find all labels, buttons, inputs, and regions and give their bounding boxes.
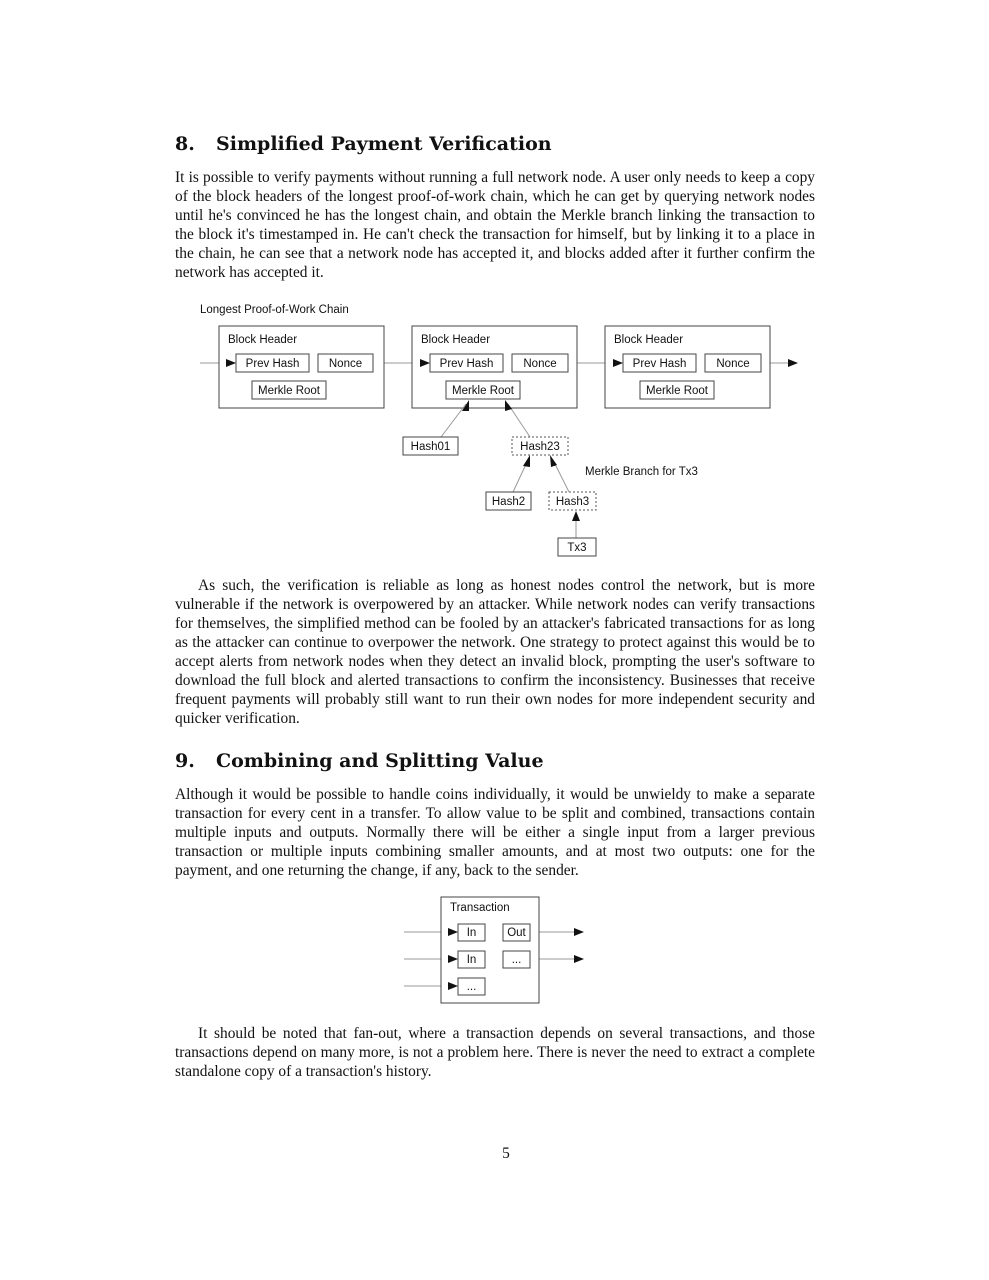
arrow-head	[550, 455, 557, 467]
hash01-label: Hash01	[410, 441, 451, 453]
prev-hash-label: Prev Hash	[245, 358, 300, 370]
section-number: 8.	[175, 133, 195, 155]
tx3-label: Tx3	[567, 542, 587, 554]
input-label: In	[466, 954, 477, 966]
section-title: Simplified Payment Verification	[216, 133, 552, 155]
prev-hash-label: Prev Hash	[632, 358, 687, 370]
merkle-root-label: Merkle Root	[452, 385, 514, 397]
input-label: ...	[466, 981, 477, 993]
hash2-label: Hash2	[491, 496, 526, 508]
merkle-root-label: Merkle Root	[646, 385, 708, 397]
section-9-heading	[175, 750, 544, 772]
nonce-label: Nonce	[523, 358, 557, 370]
section-title: Combining and Splitting Value	[216, 750, 544, 772]
chain-label: Longest Proof-of-Work Chain	[200, 304, 349, 316]
output-label: ...	[511, 954, 522, 966]
section-8-paragraph-2: As such, the verification is reliable as long as honest nodes control the network, but is more vulnerable if the network is overpowered by an attacker. While network nodes can verify transactions for themselves, the simplified method can be fooled by an attacker's fabricated transactions for as long as the attacker can continue to overpower the network. One strategy to protect against this would be to accept alerts from network nodes when they detect an invalid block, prompting the user's software to download the full block and alerted transactions to confirm the inconsistency. Businesses that receive frequent payments will probably still want to run their own nodes for more independent security and quicker verification.	[175, 577, 815, 727]
block-header-label: Block Header	[614, 334, 684, 346]
section-9-paragraph-2: It should be noted that fan-out, where a transaction depends on several transactions, and those transactions depend on many more, is not a problem here. There is never the need to extract a complete standalone copy of a transaction's history.	[175, 1025, 815, 1080]
transaction-label: Transaction	[450, 902, 510, 914]
hash3-label: Hash3	[555, 496, 590, 508]
arrow-head	[788, 359, 798, 367]
prev-hash-label: Prev Hash	[439, 358, 494, 370]
tree-edge	[441, 404, 466, 437]
arrow-head	[574, 955, 584, 963]
merkle-root-label: Merkle Root	[258, 385, 320, 397]
output-label: Out	[507, 927, 526, 939]
block-3	[605, 326, 798, 408]
block-header-label: Block Header	[421, 334, 491, 346]
arrow-head	[574, 928, 584, 936]
figure-transaction	[404, 897, 584, 1003]
input-label: In	[466, 927, 477, 939]
block-header-label: Block Header	[228, 334, 298, 346]
block-1	[219, 326, 384, 408]
section-9-paragraph-1: Although it would be possible to handle coins individually, it would be unwieldy to make a separate transaction for every cent in a transfer. To allow value to be split and combined, transactions contain multiple inputs and outputs. Normally there will be either a single input from a larger previous transaction or multiple inputs combining smaller amounts, and at most two outputs: one for the payment, and one returning the change, if any, back to the sender.	[175, 786, 815, 879]
merkle-branch-label: Merkle Branch for Tx3	[585, 466, 698, 478]
section-8-paragraph-1: It is possible to verify payments without running a full network node. A user only needs to keep a copy of the block headers of the longest proof-of-work chain, which he can get by querying network nodes until he's convinced he has the longest chain, and obtain the Merkle branch linking the transaction to the block it's timestamped in. He can't check the transaction for himself, but by linking it to a place in the chain, he can see that a network node has accepted it, and blocks added after it further confirm the network has accepted it.	[175, 169, 815, 281]
nonce-label: Nonce	[716, 358, 750, 370]
nonce-label: Nonce	[328, 358, 363, 370]
hash23-label: Hash23	[520, 441, 560, 453]
section-number: 9.	[175, 750, 195, 772]
page-number: 5	[502, 1145, 510, 1162]
arrow-head	[572, 511, 580, 521]
arrow-head	[523, 455, 530, 467]
block-2	[412, 326, 577, 408]
